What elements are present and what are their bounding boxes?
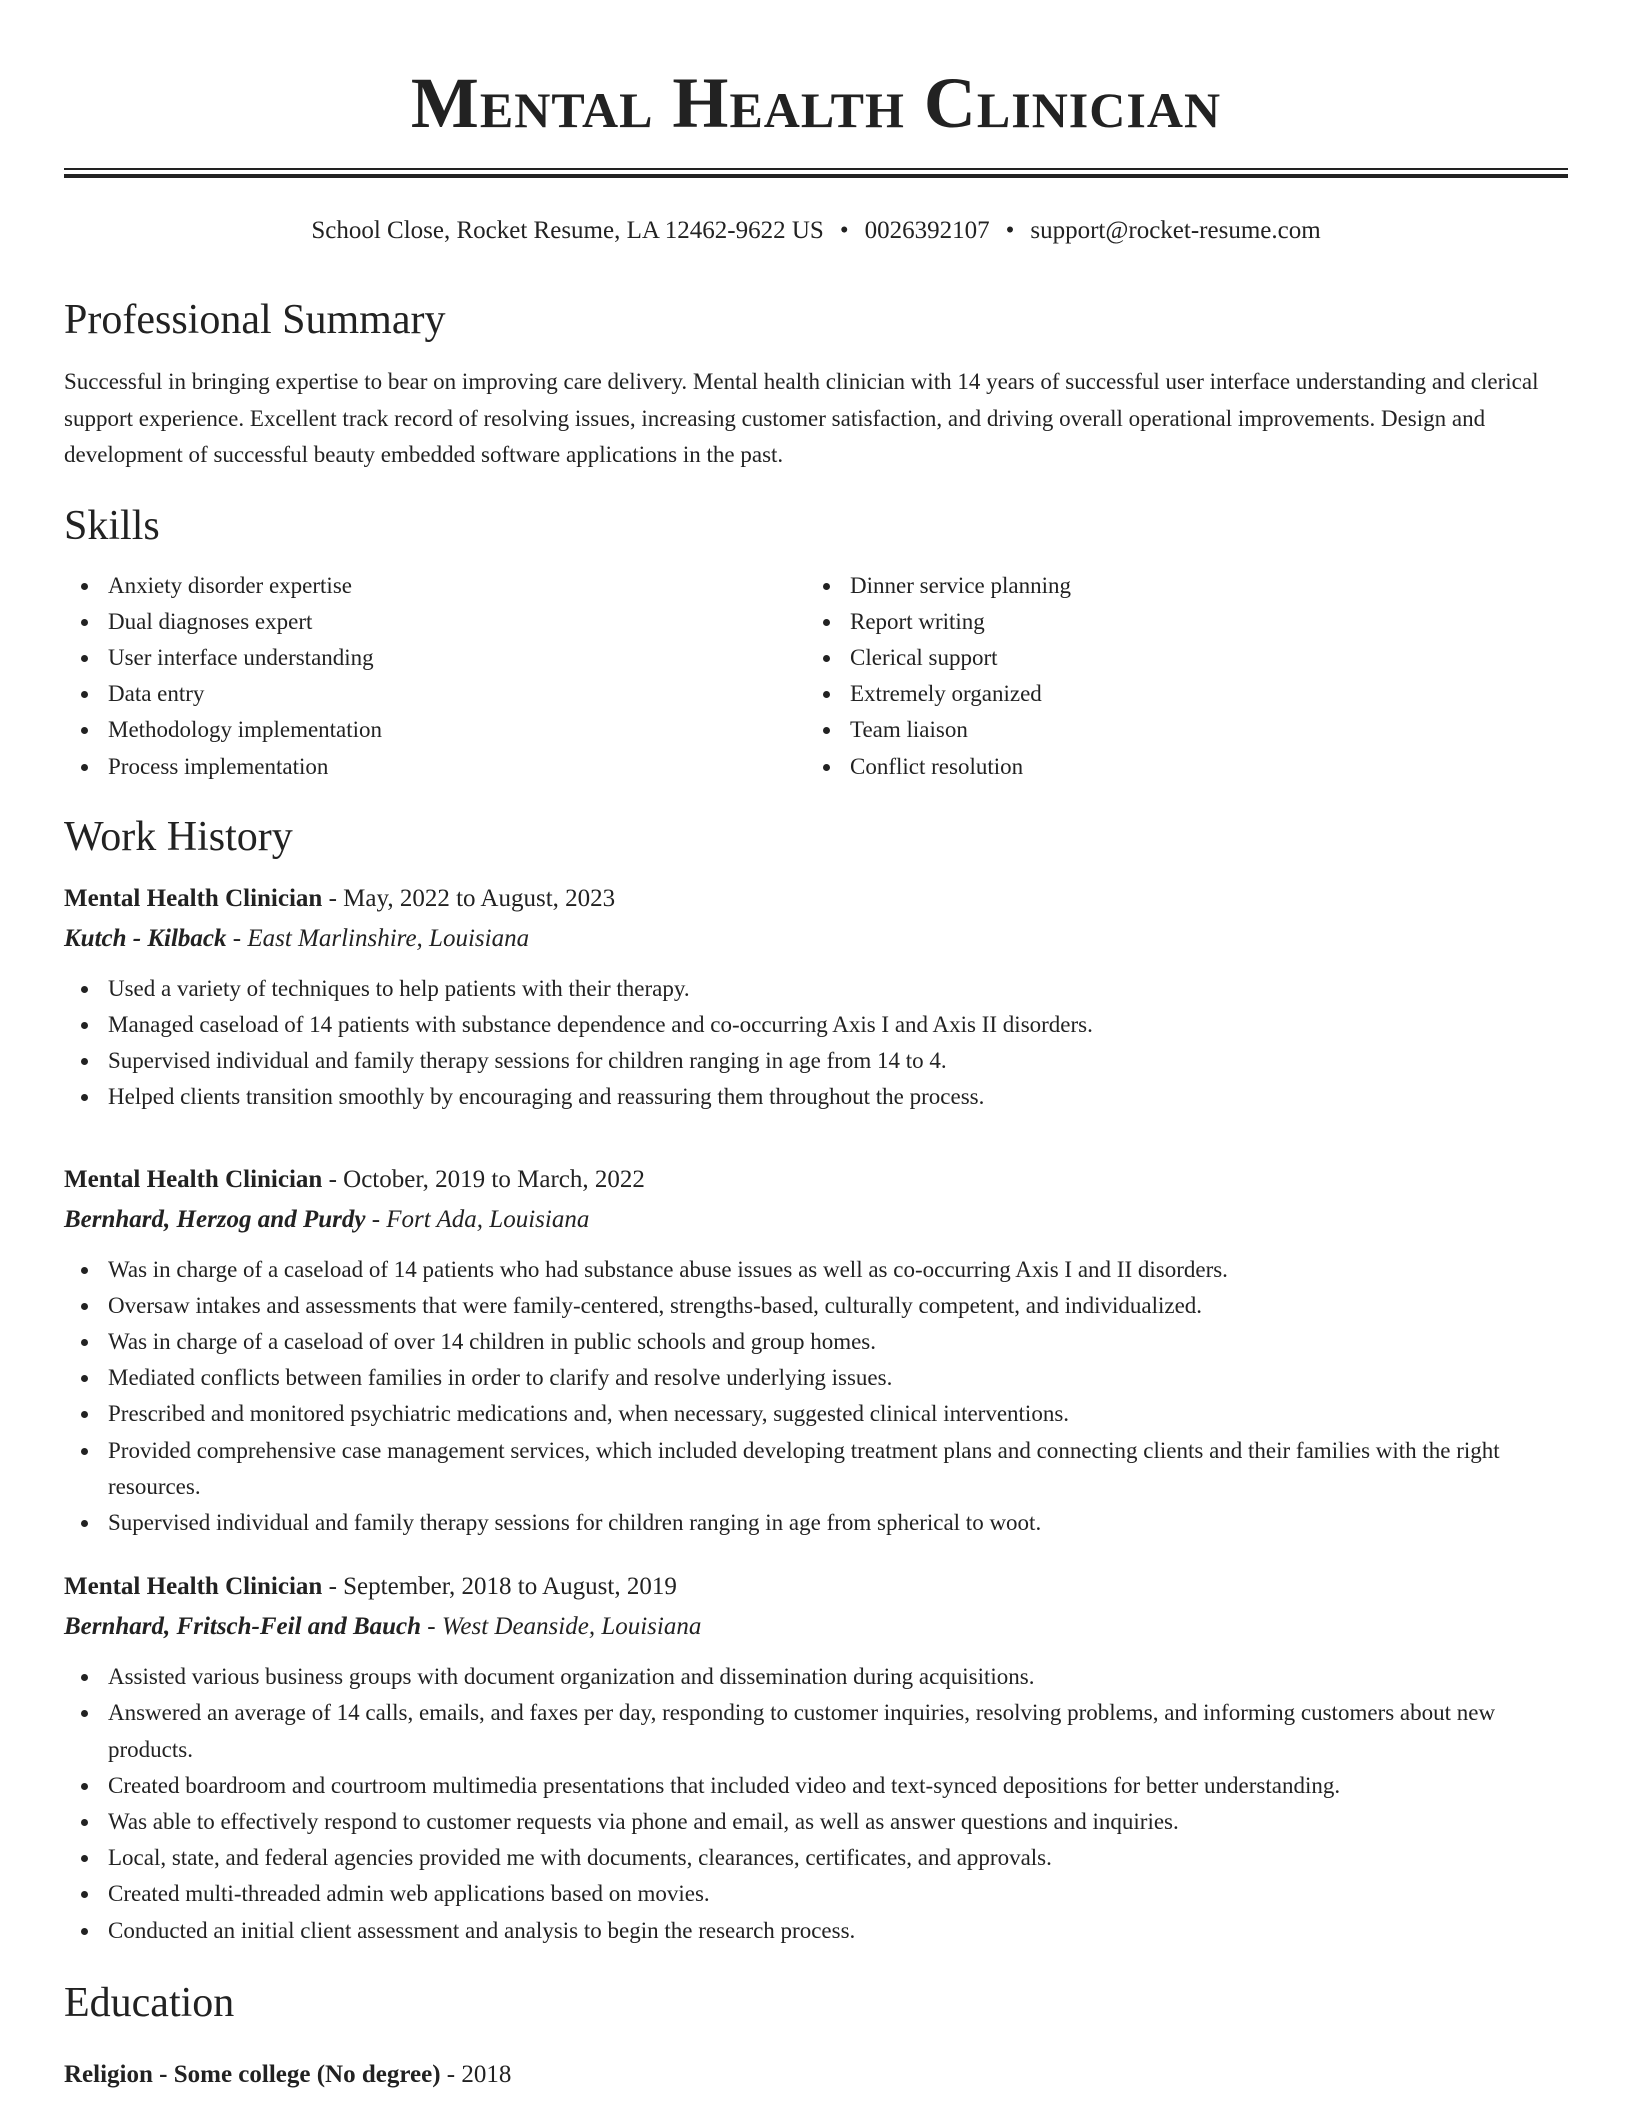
contact-separator: • — [839, 217, 849, 244]
job-location: - Fort Ada, Louisiana — [371, 1205, 590, 1233]
skill-item: Data entry — [64, 676, 806, 712]
duty-item: Mediated conflicts between families in order to clarify and resolve underlying issues. — [64, 1360, 1568, 1396]
job-header — [64, 1567, 1568, 1607]
duty-item: Was in charge of a caseload of 14 patients who had substance abuse issues as well as co-occurring Axis I and II disorders. — [64, 1252, 1568, 1288]
job-title: Mental Health Clinician — [64, 1165, 323, 1193]
duty-item: Conducted an initial client assessment and analysis to begin the research process. — [64, 1913, 1568, 1949]
skills-columns — [64, 568, 1568, 785]
duty-item: Created boardroom and courtroom multimedia presentations that included video and text-synced depositions for better understanding. — [64, 1768, 1568, 1804]
contact-email: support@rocket-resume.com — [1030, 217, 1321, 244]
duty-item: Used a variety of techniques to help patients with their therapy. — [64, 971, 1568, 1007]
duty-item: Local, state, and federal agencies provided me with documents, clearances, certificates, and approvals. — [64, 1840, 1568, 1876]
job-dates: - May, 2022 to August, 2023 — [328, 884, 616, 912]
skill-item: Anxiety disorder expertise — [64, 568, 806, 604]
job-duties — [64, 1659, 1568, 1949]
duty-item: Was able to effectively respond to customer requests via phone and email, as well as answer questions and inquiries. — [64, 1804, 1568, 1840]
job-company-line — [64, 1200, 1568, 1240]
skill-item: Dual diagnoses expert — [64, 604, 806, 640]
summary-section — [64, 294, 1568, 474]
education-entry — [64, 2055, 1568, 2095]
skill-item: Team liaison — [806, 712, 1548, 748]
duty-item: Created multi-threaded admin web applications based on movies. — [64, 1876, 1568, 1912]
skill-item: Conflict resolution — [806, 749, 1548, 785]
skill-item: Report writing — [806, 604, 1548, 640]
job-entry — [64, 1567, 1568, 1949]
duty-item: Oversaw intakes and assessments that were family-centered, strengths-based, culturally competent, and individualized. — [64, 1288, 1568, 1324]
duty-item: Prescribed and monitored psychiatric medications and, when necessary, suggested clinical interventions. — [64, 1396, 1568, 1432]
job-location: - East Marlinshire, Louisiana — [232, 924, 530, 952]
section-heading-education: Education — [64, 1979, 235, 2026]
education-year: - 2018 — [446, 2060, 512, 2088]
skill-item: Process implementation — [64, 749, 806, 785]
job-company: Kutch - Kilback — [64, 924, 227, 952]
job-dates: - October, 2019 to March, 2022 — [328, 1165, 645, 1193]
skill-item: Extremely organized — [806, 676, 1548, 712]
skills-column-left — [64, 568, 806, 785]
job-dates: - September, 2018 to August, 2019 — [328, 1573, 677, 1601]
duty-item: Supervised individual and family therapy sessions for children ranging in age from spherical to woot. — [64, 1505, 1568, 1541]
duty-item: Answered an average of 14 calls, emails, and faxes per day, responding to customer inquiries, resolving problems, and informing customers about new products. — [64, 1695, 1568, 1767]
contact-phone: 0026392107 — [864, 217, 990, 244]
duty-item: Provided comprehensive case management services, which included developing treatment plans and connecting clients and their families with the right resources. — [64, 1433, 1568, 1505]
skill-item: Dinner service planning — [806, 568, 1548, 604]
job-company-line — [64, 919, 1568, 959]
section-heading-work: Work History — [64, 813, 293, 860]
skill-item: User interface understanding — [64, 640, 806, 676]
job-company-line — [64, 1607, 1568, 1647]
job-duties — [64, 971, 1568, 1116]
skills-section — [64, 500, 1568, 785]
header-divider-thick — [64, 174, 1568, 178]
job-title: Mental Health Clinician — [64, 884, 323, 912]
job-header — [64, 879, 1568, 919]
work-history-section — [64, 811, 1568, 1949]
summary-text: Successful in bringing expertise to bear on improving care delivery. Mental health clinician with 14 years of successful user interface understanding and clerical support experience. Excellent track record of resolving issues, increasing customer satisfaction, and driving overall operational improvements. Design and development of successful beauty embedded software applications in the past. — [64, 369, 1539, 467]
skill-item: Clerical support — [806, 640, 1548, 676]
contact-line — [64, 214, 1568, 248]
education-section — [64, 1977, 1568, 2095]
resume-body — [64, 294, 1568, 2095]
job-entry — [64, 1160, 1568, 1542]
resume-title: Mental Health Clinician — [410, 63, 1222, 143]
section-heading-summary: Professional Summary — [64, 297, 446, 343]
skill-item: Methodology implementation — [64, 712, 806, 748]
contact-separator: • — [1005, 217, 1015, 244]
job-company: Bernhard, Herzog and Purdy — [64, 1205, 366, 1233]
education-degree: Religion - Some college (No degree) — [64, 2060, 441, 2088]
job-header — [64, 1160, 1568, 1200]
contact-address: School Close, Rocket Resume, LA 12462-9622 US — [311, 217, 824, 244]
section-heading-skills: Skills — [64, 502, 160, 549]
duty-item: Helped clients transition smoothly by encouraging and reassuring them throughout the process. — [64, 1079, 1568, 1115]
job-company: Bernhard, Fritsch-Feil and Bauch — [64, 1613, 422, 1641]
job-entry — [64, 879, 1568, 1116]
duty-item: Assisted various business groups with document organization and dissemination during acquisitions. — [64, 1659, 1568, 1695]
duty-item: Was in charge of a caseload of over 14 children in public schools and group homes. — [64, 1324, 1568, 1360]
job-title: Mental Health Clinician — [64, 1573, 323, 1601]
header-divider-thin — [64, 168, 1568, 170]
duty-item: Managed caseload of 14 patients with substance dependence and co-occurring Axis I and Axis II disorders. — [64, 1007, 1568, 1043]
job-location: - West Deanside, Louisiana — [427, 1613, 702, 1641]
duty-item: Supervised individual and family therapy sessions for children ranging in age from 14 to 4. — [64, 1043, 1568, 1079]
job-duties — [64, 1252, 1568, 1542]
skills-column-right — [806, 568, 1548, 785]
